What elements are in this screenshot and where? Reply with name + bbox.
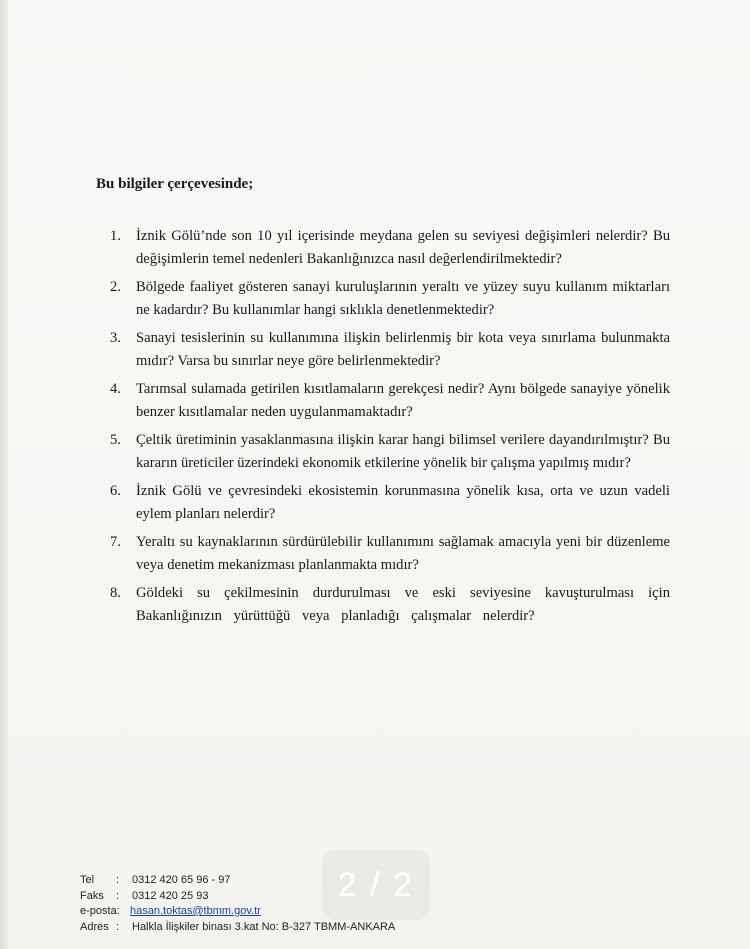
question-text: Yeraltı su kaynaklarının sürdürülebilir kullanımını sağlamak amacıyla yeni bir düzenleme veya denetim mekanizması planlanmakta mıdır? [136, 534, 670, 573]
question-item [110, 582, 670, 627]
question-item [110, 276, 670, 321]
separator: : [116, 874, 120, 886]
question-text: Göldeki su çekilmesinin durdurulması ve eski seviyesine kavuşturulması için Bakanlığınızın yürüttüğü veya planladığı çalışmalar nelerdir? [136, 585, 670, 624]
question-number: 7. [110, 534, 121, 550]
email-label: e-posta: [80, 905, 120, 917]
contact-tel-row [80, 873, 395, 889]
question-item [110, 225, 670, 270]
question-number: 3. [110, 330, 121, 346]
contact-fax-row [80, 889, 395, 905]
question-number: 8. [110, 585, 121, 601]
address-label: Adres [80, 920, 109, 933]
contact-address-row [80, 920, 395, 936]
question-number: 5. [110, 432, 121, 448]
fax-label: Faks [80, 889, 104, 902]
page-edge-shadow [0, 0, 8, 949]
question-number: 4. [110, 381, 121, 397]
question-text: İznik Gölü’nde son 10 yıl içerisinde meydana gelen su seviyesi değişimleri nelerdir? Bu değişimlerin temel nedenleri Bakanlığınızca nasıl değerlendirilmektedir? [136, 228, 670, 267]
question-text: Bölgede faaliyet gösteren sanayi kuruluşlarının yeraltı ve yüzey suyu kullanım miktarları ne kadardır? Bu kullanımlar hangi sıklıkla denetlenmektedir? [136, 279, 670, 318]
address-value: Halkla İlişkiler binası 3.kat No: B-327 TBMM-ANKARA [132, 920, 396, 933]
question-number: 6. [110, 483, 121, 499]
question-number: 1. [110, 228, 121, 244]
question-item [110, 531, 670, 576]
separator: : [116, 889, 120, 902]
fax-value: 0312 420 25 93 [132, 889, 209, 902]
question-text: Tarımsal sulamada getirilen kısıtlamaların gerekçesi nedir? Aynı bölgede sanayiye yönelik benzer kısıtlamalar neden uygulanmamaktadır? [136, 381, 670, 420]
question-item [110, 378, 670, 423]
intro-heading: Bu bilgiler çerçevesinde; [96, 176, 254, 192]
question-text: Çeltik üretiminin yasaklanmasına ilişkin karar hangi bilimsel verilere dayandırılmıştır? Bu kararın üreticiler üzerindeki ekonomik etkilerine yönelik bir çalışma yapılmış mıdır? [136, 432, 670, 471]
email-link[interactable]: hasan.toktas@tbmm.gov.tr [130, 905, 261, 917]
question-item [110, 327, 670, 372]
tel-value: 0312 420 65 96 - 97 [132, 874, 231, 886]
contact-footer [80, 873, 395, 935]
page-indicator: 2 / 2 [322, 850, 430, 920]
question-list [110, 225, 670, 633]
tel-label: Tel [80, 874, 95, 886]
separator: : [116, 920, 120, 933]
question-number: 2. [110, 279, 121, 295]
question-text: İznik Gölü ve çevresindeki ekosistemin korunmasına yönelik kısa, orta ve uzun vadeli eylem planları nelerdir? [136, 483, 670, 522]
question-text: Sanayi tesislerinin su kullanımına ilişkin belirlenmiş bir kota veya sınırlama bulunmakta mıdır? Varsa bu sınırlar neye göre belirlenmektedir? [136, 330, 670, 369]
question-item [110, 429, 670, 474]
contact-email-row [80, 904, 395, 920]
question-item [110, 480, 670, 525]
